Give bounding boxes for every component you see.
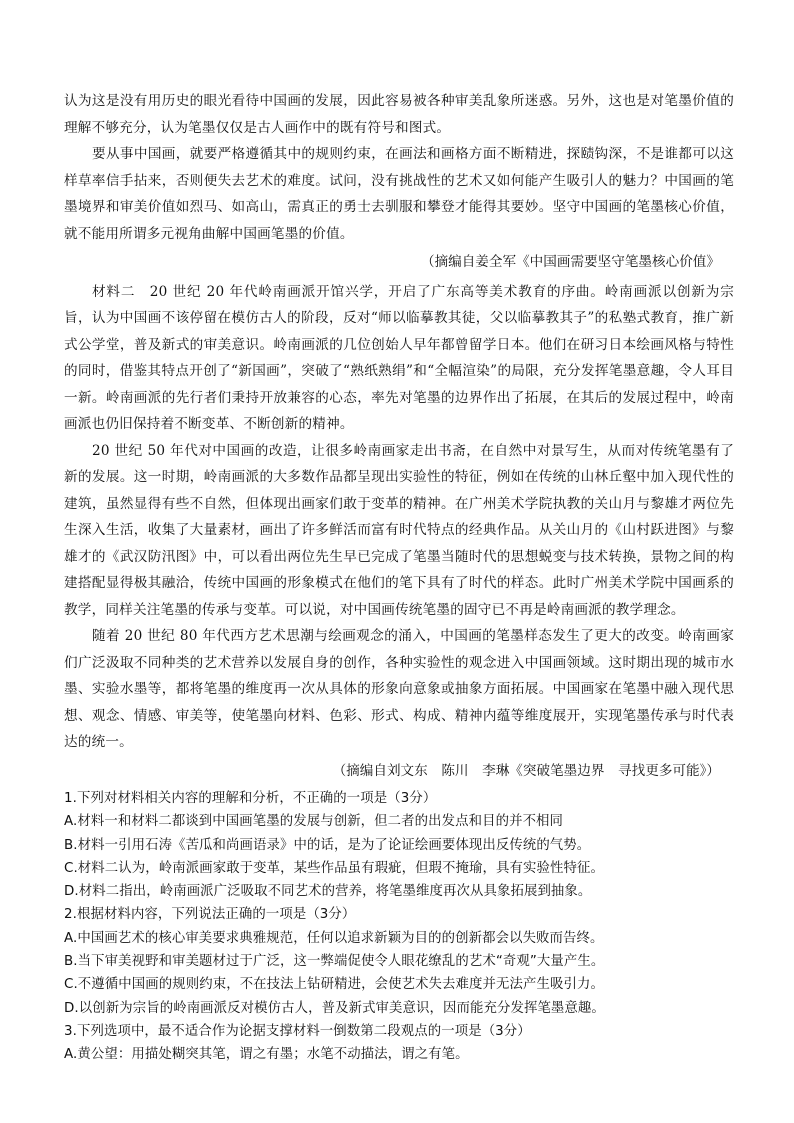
source-citation-2: （摘编自刘文东 陈川 李琳《突破笔墨边界 寻找更多可能》） [332,762,720,779]
paragraph-continued: 认为这是没有用历史的眼光看待中国画的发展，因此容易被各种审美乱象所迷惑。另外，这也是对笔墨价值的理解不够充分，认为笔墨仅仅是古人画作中的既有符号和图式。 [64,93,734,136]
question-stem: 3.下列选项中，最不适合作为论据支撑材料一倒数第二段观点的一项是（3分） [64,1023,531,1039]
option-c[interactable]: C.不遵循中国画的规则约束，不在技法上钻研精进，会使艺术失去难度并无法产生吸引力。 [64,977,604,993]
reading-material [64,88,734,784]
source-citation-1: （摘编自姜全军《中国画需要坚守笔墨核心价值》 [420,254,720,270]
paragraph-material-2: 材料二 20 世纪 20 年代岭南画派开馆兴学，开启了广东高等美术教育的序曲。岭南画派以创新为宗旨，认为中国画不该停留在模仿古人的阶段，反对“师以临摹教其徒，父以临摹教其子”的私塾式教育，推广新式公学堂，普及新式的审美意识。岭南画派的几位创始人早年都曾留学日本。他们在研习日本绘画风格与特性的同时，借鉴其特点开创了“新国画”，突破了“熟纸熟绢”和“全幅渲染”的局限，充分发挥笔墨意趣，令人耳目一新。岭南画派的先行者们秉持开放兼容的心态，率先对笔墨的边界作出了拓展，在其后的发展过程中，岭南画派也仍旧保持着不断变革、不断创新的精神。 [64,283,734,432]
question-3 [64,1020,734,1067]
option-d[interactable]: D.以创新为宗旨的岭南画派反对模仿古人，普及新式审美意识，因而能充分发挥笔墨意趣。 [64,1000,605,1016]
question-stem: 2.根据材料内容，下列说法正确的一项是（3分） [64,907,356,923]
option-a[interactable]: A.中国画艺术的核心审美要求典雅规范，任何以追求新颖为目的的创新都会以失败而告终。 [64,930,604,946]
option-c[interactable]: C.材料二认为，岭南派画家敢于变革，某些作品虽有瑕疵，但瑕不掩瑜，具有实验性特征。 [64,860,604,876]
option-a[interactable]: A.材料一和材料二都谈到中国画笔墨的发展与创新，但二者的出发点和目的并不相同 [64,814,564,830]
option-a[interactable]: A.黄公望：用描处糊突其笔，谓之有墨；水笔不动描法，谓之有笔。 [64,1047,469,1063]
question-1 [64,787,734,903]
option-d[interactable]: D.材料二指出，岭南画派广泛吸取不同艺术的营养，将笔墨维度再次从具象拓展到抽象。 [64,884,592,900]
option-b[interactable]: B.当下审美视野和审美题材过于广泛，这一弊端促使令人眼花缭乱的艺术“奇观”大量产生。 [64,954,605,970]
paragraph: 要从事中国画，就要严格遵循其中的规则约束，在画法和画格方面不断精进，探赜钩深，不是谁都可以这样草率信手拈来，否则便失去艺术的难度。试问，没有挑战性的艺术又如何能产生吸引人的魅力？中国画的笔墨境界和审美价值如烈马、如高山，需真正的勇士去驯服和攀登才能得其要妙。坚守中国画的笔墨核心价值，就不能用所谓多元视角曲解中国画笔墨的价值。 [64,146,734,242]
paragraph: 20 世纪 50 年代对中国画的改造，让很多岭南画家走出书斋，在自然中对景写生，从而对传统笔墨有了新的发展。这一时期，岭南画派的大多数作品都呈现出实验性的特征，例如在传统的山林丘壑中加入现代性的建筑，虽然显得有些不自然，但体现出画家们敢于变革的精神。在广州美术学院执教的关山月与黎雄才两位先生深入生活，收集了大量素材，画出了许多鲜活而富有时代特点的经典作品。从关山月的《山村跃进图》与黎雄才的《武汉防汛图》中，可以看出两位先生早已完成了笔墨当随时代的思想蜕变与技术转换，景物之间的构建搭配显得极其融洽，传统中国画的形象模式在他们的笔下具有了时代的样态。此时广州美术学院中国画系的教学，同样关注笔墨的传承与变革。可以说，对中国画传统笔墨的固守已不再是岭南画派的教学理念。 [64,442,734,618]
paragraph: 随着 20 世纪 80 年代西方艺术思潮与绘画观念的涌入，中国画的笔墨样态发生了更大的改变。岭南画家们广泛汲取不同种类的艺术营养以发展自身的创作，各种实验性的观念进入中国画领域。这时期出现的城市水墨、实验水墨等，都将笔墨的维度再一次从具体的形象向意象或抽象方面拓展。中国画家在笔墨中融入现代思想、观念、情感、审美等，使笔墨向材料、色彩、形式、构成、精神内蕴等维度展开，实现笔墨传承与时代表达的统一。 [64,628,734,750]
question-2 [64,903,734,1019]
question-stem: 1.下列对材料相关内容的理解和分析，不正确的一项是（3分） [64,791,437,806]
option-b[interactable]: B.材料一引用石涛《苦瓜和尚画语录》中的话，是为了论证绘画要体现出反传统的气势。 [64,837,591,853]
question-list [64,787,734,1067]
